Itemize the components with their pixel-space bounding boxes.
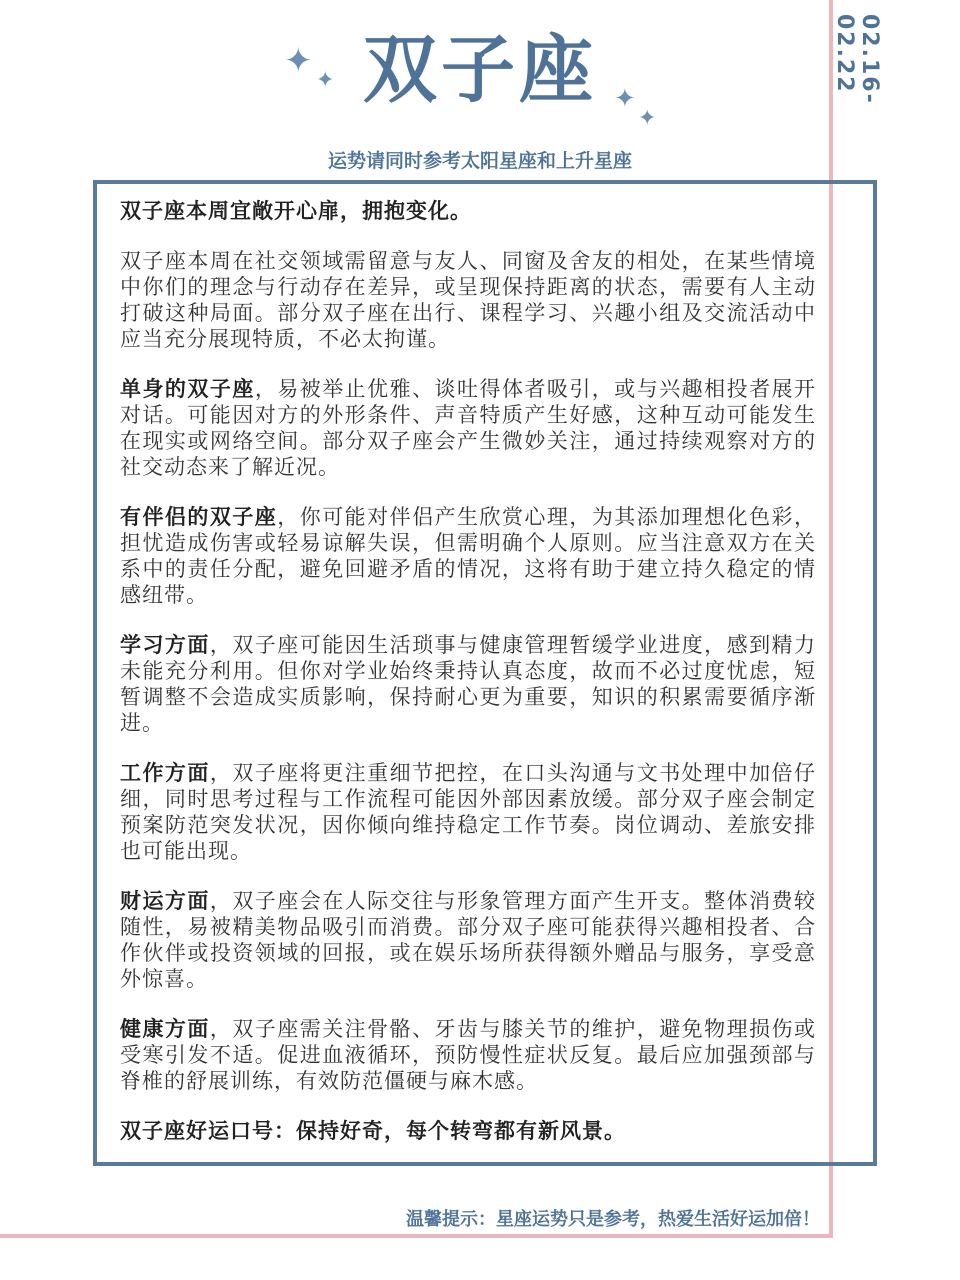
date-range: 02.16-02.22	[832, 14, 882, 105]
sparkle-icon: ✦	[638, 106, 657, 131]
sparkle-icon: ✦	[614, 84, 636, 114]
section-label: 健康方面	[120, 1017, 210, 1041]
sparkle-icon: ✦	[316, 68, 335, 93]
section-single	[120, 376, 816, 480]
footer-tip: 温馨提示：星座运势只是参考，热爱生活好运加倍！	[406, 1209, 820, 1230]
section-text: ，易被举止优雅、谈吐得体者吸引，或与兴趣相投者展开对话。可能因对方的外形条件、声音特质产生好感，这种互动可能发生在现实或网络空间。部分双子座会产生微妙关注，通过持续观察对方的社交动态来了解近况。	[120, 377, 817, 479]
section-text: ，双子座会在人际交往与形象管理方面产生开支。整体消费较随性，易被精美物品吸引而消费。部分双子座可能获得兴趣相投者、合作伙伴或投资领域的回报，或在娱乐场所获得额外赠品与服务，享受意外惊喜。	[120, 889, 817, 991]
lucky-slogan: 双子座好运口号：保持好奇，每个转弯都有新风景。	[120, 1119, 626, 1143]
section-label: 单身的双子座	[120, 377, 255, 401]
horoscope-content	[120, 198, 816, 1168]
section-work	[120, 760, 816, 864]
page-title: 双子座	[363, 27, 597, 113]
section-label: 财运方面	[120, 889, 210, 913]
sparkle-icon: ✦	[284, 41, 313, 81]
section-text: ，双子座可能因生活琐事与健康管理暂缓学业进度，感到精力未能充分利用。但你对学业始终秉持认真态度，故而不必过度忧虑，短暂调整不会造成实质影响，保持耐心更为重要，知识的积累需要循序渐进。	[120, 633, 817, 735]
subtitle: 运势请同时参考太阳星座和上升星座	[327, 150, 632, 172]
intro-paragraph: 双子座本周在社交领域需留意与友人、同窗及舍友的相处，在某些情境中你们的理念与行动存在差异，或呈现保持距离的状态，需要有人主动打破这种局面。部分双子座在出行、课程学习、兴趣小组及交流活动中应当充分展现特质，不必太拘谨。	[120, 249, 816, 351]
section-study	[120, 632, 816, 736]
section-text: ，你可能对伴侣产生欣赏心理，为其添加理想化色彩，担忧造成伤害或轻易谅解失误，但需明确个人原则。应当注意双方在关系中的责任分配，避免回避矛盾的情况，这将有助于建立持久稳定的情感纽带。	[120, 505, 817, 607]
section-label: 学习方面	[120, 633, 210, 657]
section-text: ，双子座将更注重细节把控，在口头沟通与文书处理中加倍仔细，同时思考过程与工作流程可能因外部因素放缓。部分双子座会制定预案防范突发状况，因你倾向维持稳定工作节奏。岗位调动、差旅安排也可能出现。	[120, 761, 817, 863]
section-health	[120, 1016, 816, 1094]
section-wealth	[120, 888, 816, 992]
section-text: ，双子座需关注骨骼、牙齿与膝关节的维护，避免物理损伤或受寒引发不适。促进血液循环，预防慢性症状反复。最后应加强颈部与脊椎的舒展训练，有效防范僵硬与麻木感。	[120, 1017, 817, 1093]
section-label: 有伴侣的双子座	[120, 505, 278, 529]
pink-horizontal-line	[0, 1234, 833, 1238]
intro-heading: 双子座本周宜敞开心扉，拥抱变化。	[120, 199, 472, 223]
section-partnered	[120, 504, 816, 608]
section-label: 工作方面	[120, 761, 210, 785]
